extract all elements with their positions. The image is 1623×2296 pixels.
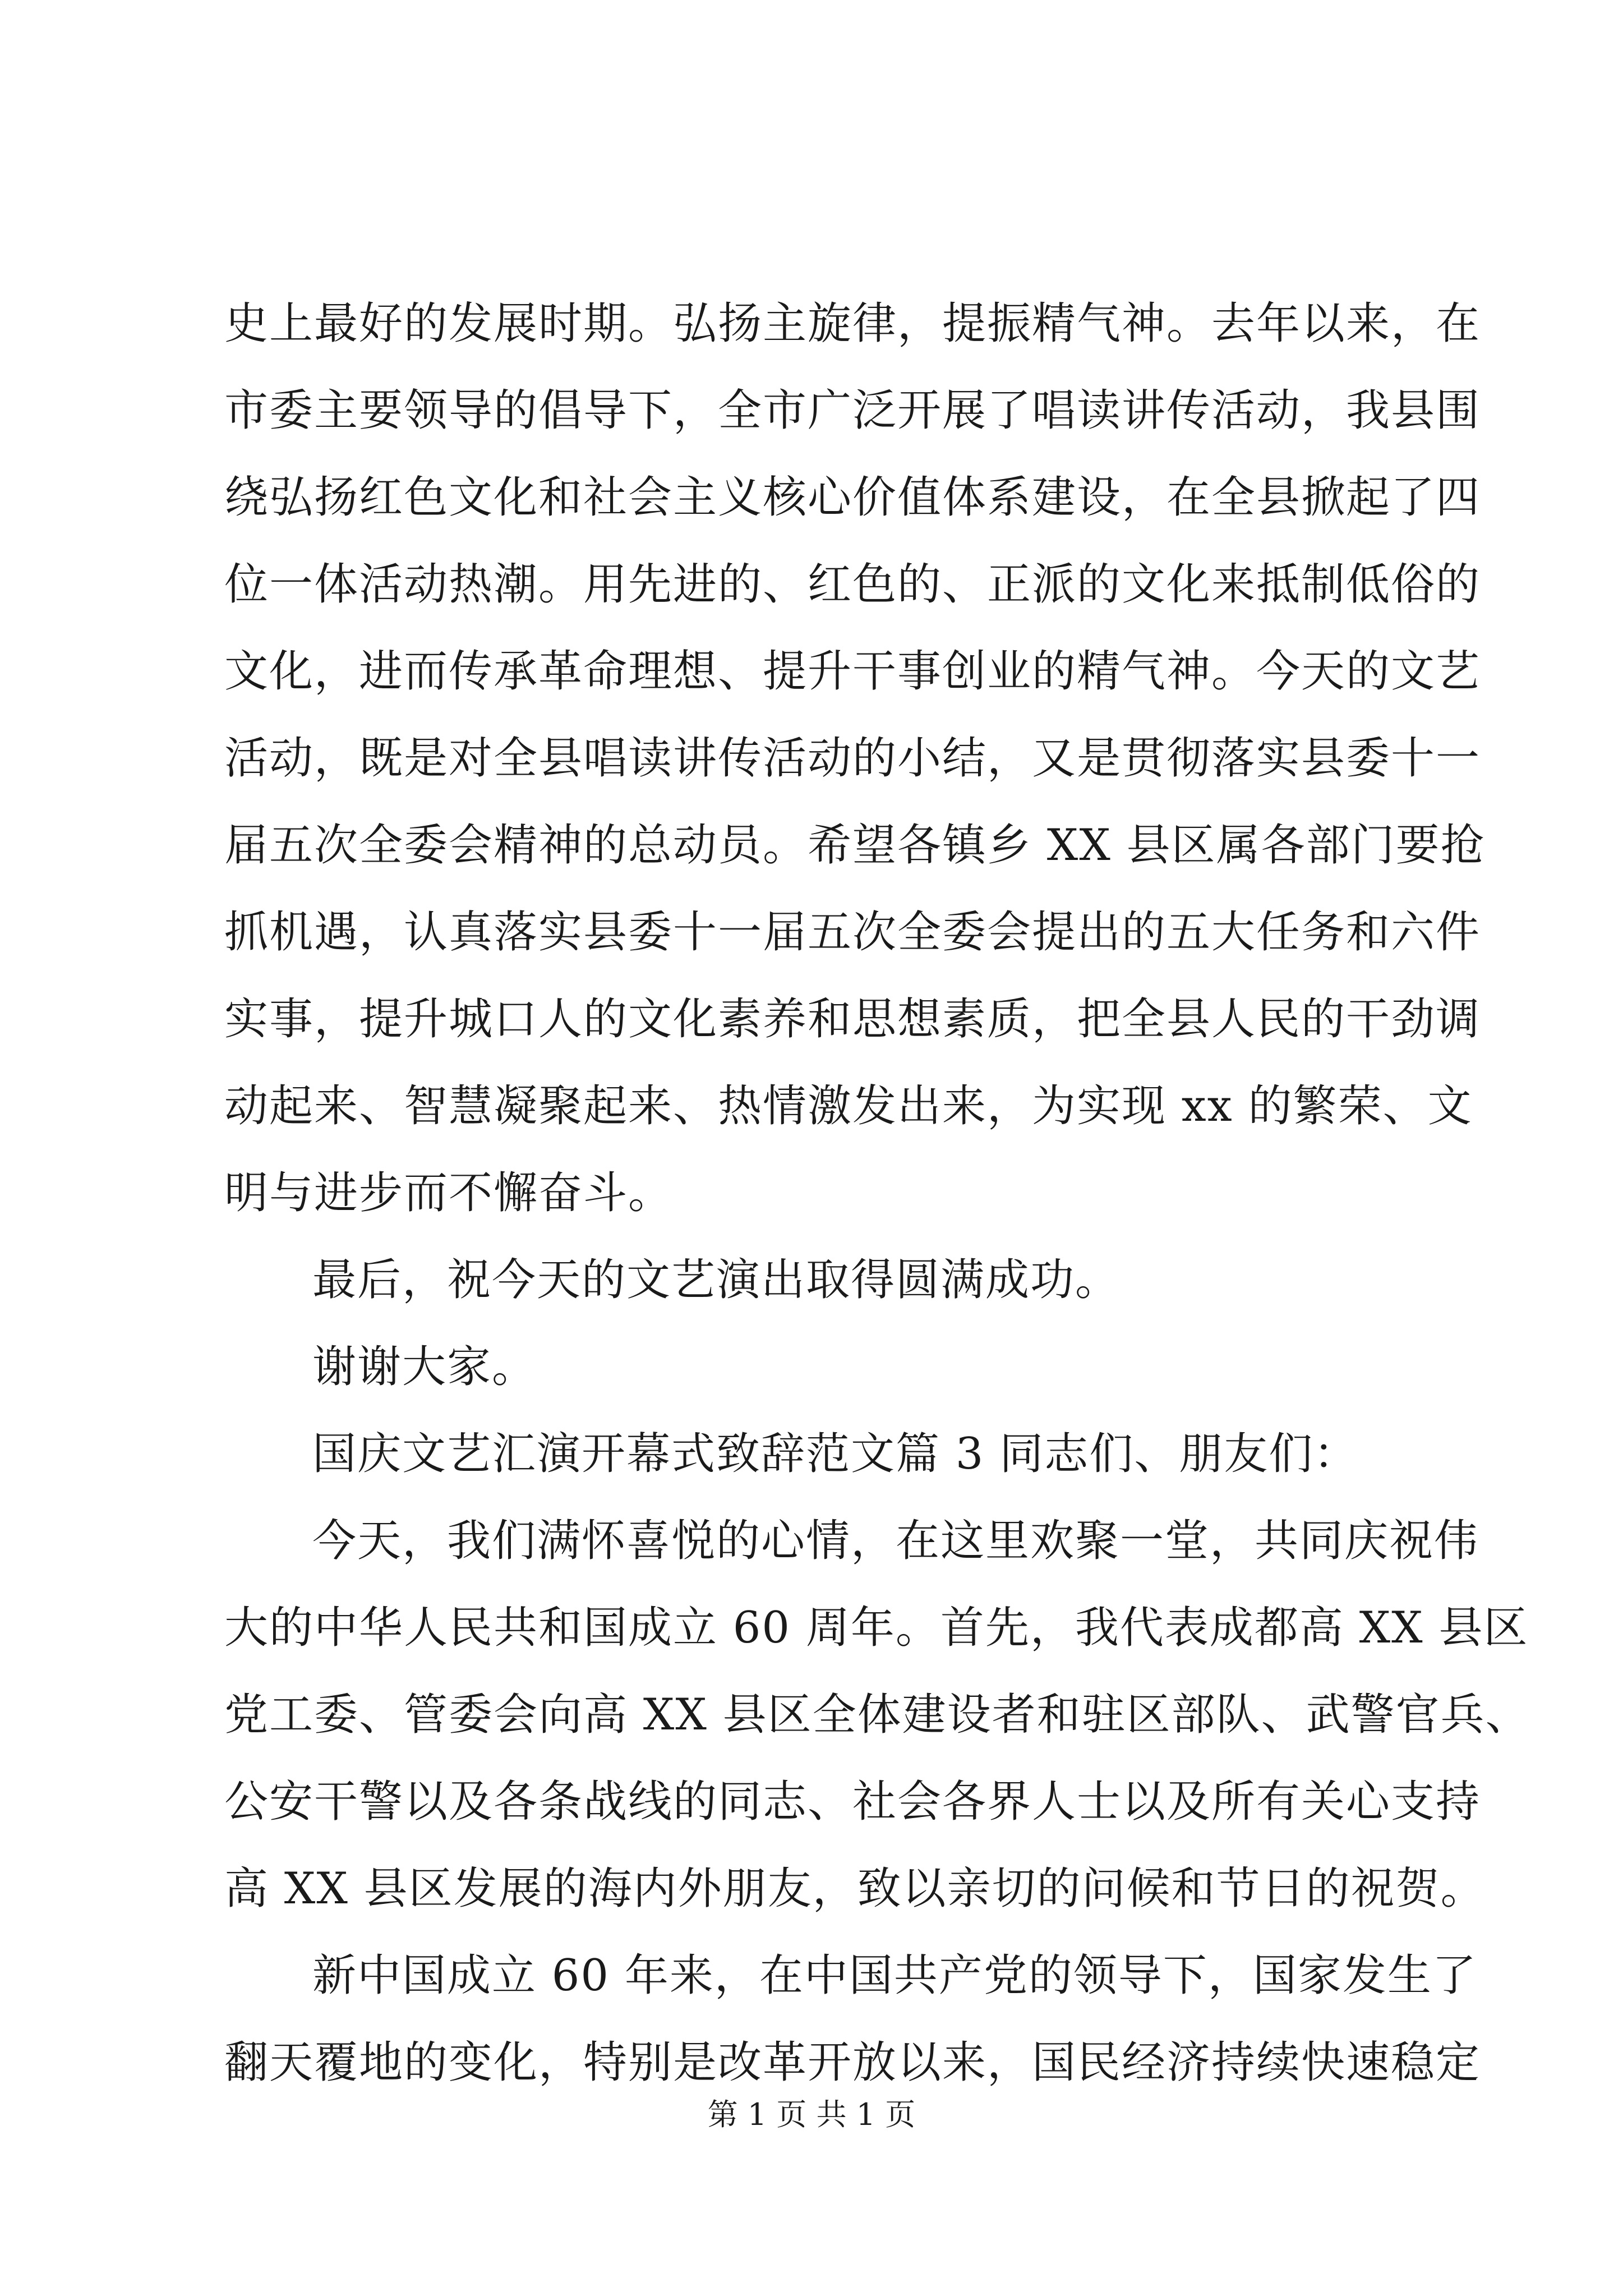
text-line: 翻天覆地的变化，特别是改革开放以来，国民经济持续快速稳定 bbox=[224, 2037, 1481, 2088]
page-footer bbox=[0, 2092, 1623, 2137]
text-line: 动起来、智慧凝聚起来、热情激发出来，为实现 xx 的繁荣、文 bbox=[224, 1081, 1473, 1131]
document-body bbox=[224, 280, 1530, 2106]
text-line: 公安干警以及各条战线的同志、社会各界人士以及所有关心支持 bbox=[224, 1777, 1481, 1827]
text-line: 新中国成立 60 年来，在中国共产党的领导下，国家发生了 bbox=[312, 1950, 1477, 2001]
text-line: 大的中华人民共和国成立 60 周年。首先，我代表成都高 XX 县区 bbox=[224, 1603, 1529, 1653]
text-line: 文化，进而传承革命理想、提升干事创业的精气神。今天的文艺 bbox=[224, 646, 1481, 697]
text-line: 届五次全委会精神的总动员。希望各镇乡 XX 县区属各部门要抢 bbox=[224, 820, 1486, 871]
text-line: 市委主要领导的倡导下，全市广泛开展了唱读讲传活动，我县围 bbox=[224, 385, 1481, 436]
text-line: 高 XX 县区发展的海内外朋友，致以亲切的问候和节日的祝贺。 bbox=[224, 1864, 1486, 1914]
text-line: 史上最好的发展时期。弘扬主旋律，提振精气神。去年以来，在 bbox=[224, 298, 1481, 349]
text-line: 活动，既是对全县唱读讲传活动的小结，又是贯彻落实县委十一 bbox=[224, 733, 1481, 784]
page-number-label: 第 1 页 共 1 页 bbox=[707, 2097, 916, 2132]
text-line: 国庆文艺汇演开幕式致辞范文篇 3 同志们、朋友们： bbox=[312, 1429, 1359, 1479]
text-line: 抓机遇，认真落实县委十一届五次全委会提出的五大任务和六件 bbox=[224, 907, 1481, 958]
text-line: 实事，提升城口人的文化素养和思想素质，把全县人民的干劲调 bbox=[224, 994, 1481, 1045]
text-line: 最后，祝今天的文艺演出取得圆满成功。 bbox=[312, 1255, 1121, 1305]
text-line: 位一体活动热潮。用先进的、红色的、正派的文化来抵制低俗的 bbox=[224, 559, 1481, 610]
text-line: 绕弘扬红色文化和社会主义核心价值体系建设，在全县掀起了四 bbox=[224, 472, 1481, 523]
text-line: 明与进步而不懈奋斗。 bbox=[224, 1168, 674, 1218]
text-line: 今天，我们满怀喜悦的心情，在这里欢聚一堂，共同庆祝伟 bbox=[312, 1516, 1479, 1566]
text-line: 谢谢大家。 bbox=[312, 1342, 537, 1392]
text-line: 党工委、管委会向高 XX 县区全体建设者和驻区部队、武警官兵、 bbox=[224, 1690, 1530, 1740]
